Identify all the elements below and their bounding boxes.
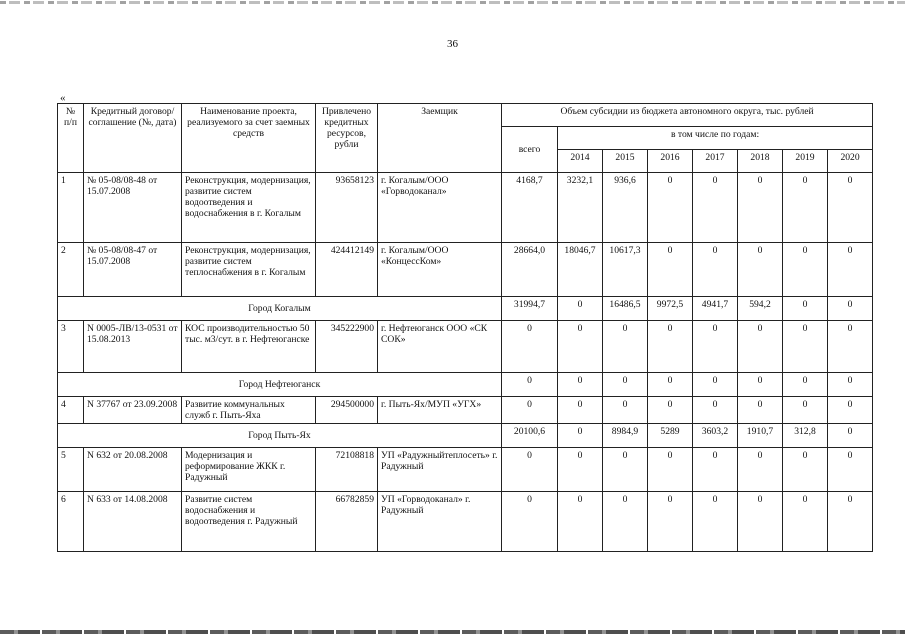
row-num: 6 xyxy=(58,492,84,552)
row-year-value: 312,8 xyxy=(783,424,828,448)
row-year-value: 0 xyxy=(648,173,693,243)
header-year-2014: 2014 xyxy=(558,150,603,173)
subtotal-row xyxy=(58,424,873,448)
row-year-value: 0 xyxy=(828,173,873,243)
row-project: Модернизация и реформирование ЖКК г. Радужный xyxy=(182,448,316,492)
subtotal-row xyxy=(58,373,873,397)
row-year-value: 0 xyxy=(738,243,783,297)
header-year-2016: 2016 xyxy=(648,150,693,173)
row-year-value: 0 xyxy=(783,373,828,397)
header-total: всего xyxy=(502,127,558,173)
row-year-value: 0 xyxy=(783,297,828,321)
row-year-value: 936,6 xyxy=(603,173,648,243)
row-year-value: 0 xyxy=(693,373,738,397)
row-year-value: 3232,1 xyxy=(558,173,603,243)
row-num: 5 xyxy=(58,448,84,492)
row-year-value: 0 xyxy=(783,448,828,492)
row-year-value: 0 xyxy=(648,397,693,424)
header-year-2020: 2020 xyxy=(828,150,873,173)
row-year-value: 0 xyxy=(828,243,873,297)
header-by-years: в том числе по годам: xyxy=(558,127,873,150)
row-year-value: 0 xyxy=(558,448,603,492)
row-total: 28664,0 xyxy=(502,243,558,297)
row-year-value: 0 xyxy=(693,492,738,552)
row-year-value: 10617,3 xyxy=(603,243,648,297)
table-body xyxy=(58,104,873,552)
row-year-value: 1910,7 xyxy=(738,424,783,448)
row-year-value: 0 xyxy=(783,321,828,373)
row-project: Реконструкция, модернизация, развитие систем теплоснабжения в г. Когалым xyxy=(182,243,316,297)
row-year-value: 18046,7 xyxy=(558,243,603,297)
row-contract: № 05-08/08-47 от 15.07.2008 xyxy=(84,243,182,297)
row-year-value: 0 xyxy=(693,243,738,297)
row-year-value: 0 xyxy=(693,321,738,373)
header-year-2015: 2015 xyxy=(603,150,648,173)
header-year-2017: 2017 xyxy=(693,150,738,173)
row-num: 3 xyxy=(58,321,84,373)
header-borrower: Заемщик xyxy=(378,104,502,173)
row-contract: № 05-08/08-48 от 15.07.2008 xyxy=(84,173,182,243)
row-contract: N 632 от 20.08.2008 xyxy=(84,448,182,492)
row-contract: N 0005-ЛВ/13-0531 от 15.08.2013 xyxy=(84,321,182,373)
subtotal-label: Город Пыть-Ях xyxy=(58,424,502,448)
row-year-value: 0 xyxy=(648,448,693,492)
row-total: 20100,6 xyxy=(502,424,558,448)
row-year-value: 0 xyxy=(693,448,738,492)
row-year-value: 0 xyxy=(558,321,603,373)
header-row xyxy=(58,104,873,127)
row-borrower: г. Когалым/ООО «КонцессКом» xyxy=(378,243,502,297)
row-year-value: 5289 xyxy=(648,424,693,448)
row-num: 4 xyxy=(58,397,84,424)
row-year-value: 0 xyxy=(783,397,828,424)
row-year-value: 0 xyxy=(738,173,783,243)
row-borrower: УП «Радужныйтеплосеть» г. Радужный xyxy=(378,448,502,492)
row-borrower: г. Когалым/ООО «Горводоканал» xyxy=(378,173,502,243)
row-resources: 424412149 xyxy=(316,243,378,297)
row-resources: 294500000 xyxy=(316,397,378,424)
row-year-value: 0 xyxy=(738,397,783,424)
subtotal-label: Город Когалым xyxy=(58,297,502,321)
row-year-value: 0 xyxy=(738,373,783,397)
row-resources: 66782859 xyxy=(316,492,378,552)
row-borrower: г. Пыть-Ях/МУП «УГХ» xyxy=(378,397,502,424)
header-contract: Кредитный договор/соглашение (№, дата) xyxy=(84,104,182,173)
row-year-value: 0 xyxy=(828,492,873,552)
row-year-value: 16486,5 xyxy=(603,297,648,321)
table-row xyxy=(58,492,873,552)
scan-edge-top xyxy=(0,1,905,4)
row-year-value: 0 xyxy=(828,373,873,397)
scan-edge-bottom xyxy=(0,630,905,634)
row-project: Реконструкция, модернизация, развитие систем водоотведения и водоснабжения в г. Когалым xyxy=(182,173,316,243)
page-number: 36 xyxy=(447,38,458,50)
row-year-value: 0 xyxy=(828,397,873,424)
row-year-value: 0 xyxy=(558,492,603,552)
row-total: 0 xyxy=(502,448,558,492)
row-resources: 93658123 xyxy=(316,173,378,243)
row-year-value: 4941,7 xyxy=(693,297,738,321)
row-num: 2 xyxy=(58,243,84,297)
row-total: 31994,7 xyxy=(502,297,558,321)
row-year-value: 0 xyxy=(783,173,828,243)
row-year-value: 9972,5 xyxy=(648,297,693,321)
row-year-value: 0 xyxy=(783,243,828,297)
row-num: 1 xyxy=(58,173,84,243)
table-row xyxy=(58,448,873,492)
row-project: Развитие коммунальных служб г. Пыть-Яха xyxy=(182,397,316,424)
row-contract: N 37767 от 23.09.2008 xyxy=(84,397,182,424)
row-resources: 345222900 xyxy=(316,321,378,373)
row-project: Развитие систем водоснабжения и водоотведения г. Радужный xyxy=(182,492,316,552)
row-year-value: 0 xyxy=(828,448,873,492)
row-year-value: 0 xyxy=(648,492,693,552)
subtotal-row xyxy=(58,297,873,321)
row-year-value: 0 xyxy=(693,173,738,243)
row-year-value: 0 xyxy=(558,424,603,448)
row-year-value: 0 xyxy=(648,373,693,397)
row-year-value: 0 xyxy=(603,397,648,424)
row-resources: 72108818 xyxy=(316,448,378,492)
row-total: 0 xyxy=(502,321,558,373)
row-year-value: 0 xyxy=(693,397,738,424)
table-row xyxy=(58,397,873,424)
row-year-value: 0 xyxy=(603,373,648,397)
row-total: 4168,7 xyxy=(502,173,558,243)
row-year-value: 0 xyxy=(558,397,603,424)
row-year-value: 0 xyxy=(783,492,828,552)
row-total: 0 xyxy=(502,397,558,424)
row-year-value: 3603,2 xyxy=(693,424,738,448)
row-year-value: 0 xyxy=(603,321,648,373)
row-project: КОС производительностью 50 тыс. м3/сут. в г. Нефтеюганске xyxy=(182,321,316,373)
row-total: 0 xyxy=(502,492,558,552)
row-year-value: 0 xyxy=(558,373,603,397)
row-year-value: 0 xyxy=(828,424,873,448)
row-year-value: 0 xyxy=(738,492,783,552)
table-row xyxy=(58,243,873,297)
subsidy-table xyxy=(57,103,873,552)
row-year-value: 0 xyxy=(738,321,783,373)
row-borrower: г. Нефтеюганск ООО «СК СОК» xyxy=(378,321,502,373)
row-year-value: 594,2 xyxy=(738,297,783,321)
row-year-value: 0 xyxy=(558,297,603,321)
row-year-value: 8984,9 xyxy=(603,424,648,448)
row-year-value: 0 xyxy=(648,243,693,297)
header-year-2018: 2018 xyxy=(738,150,783,173)
table-row xyxy=(58,173,873,243)
row-borrower: УП «Горводоканал» г. Радужный xyxy=(378,492,502,552)
header-year-2019: 2019 xyxy=(783,150,828,173)
row-year-value: 0 xyxy=(828,297,873,321)
quote-mark: « xyxy=(60,92,66,104)
row-contract: N 633 от 14.08.2008 xyxy=(84,492,182,552)
header-num: № п/п xyxy=(58,104,84,173)
header-project: Наименование проекта, реализуемого за счет заемных средств xyxy=(182,104,316,173)
row-year-value: 0 xyxy=(648,321,693,373)
row-year-value: 0 xyxy=(603,448,648,492)
table-row xyxy=(58,321,873,373)
header-subsidy: Объем субсидии из бюджета автономного округа, тыс. рублей xyxy=(502,104,873,127)
row-year-value: 0 xyxy=(603,492,648,552)
row-year-value: 0 xyxy=(828,321,873,373)
header-resources: Привлечено кредитных ресурсов, рубли xyxy=(316,104,378,173)
subtotal-label: Город Нефтеюганск xyxy=(58,373,502,397)
row-total: 0 xyxy=(502,373,558,397)
row-year-value: 0 xyxy=(738,448,783,492)
